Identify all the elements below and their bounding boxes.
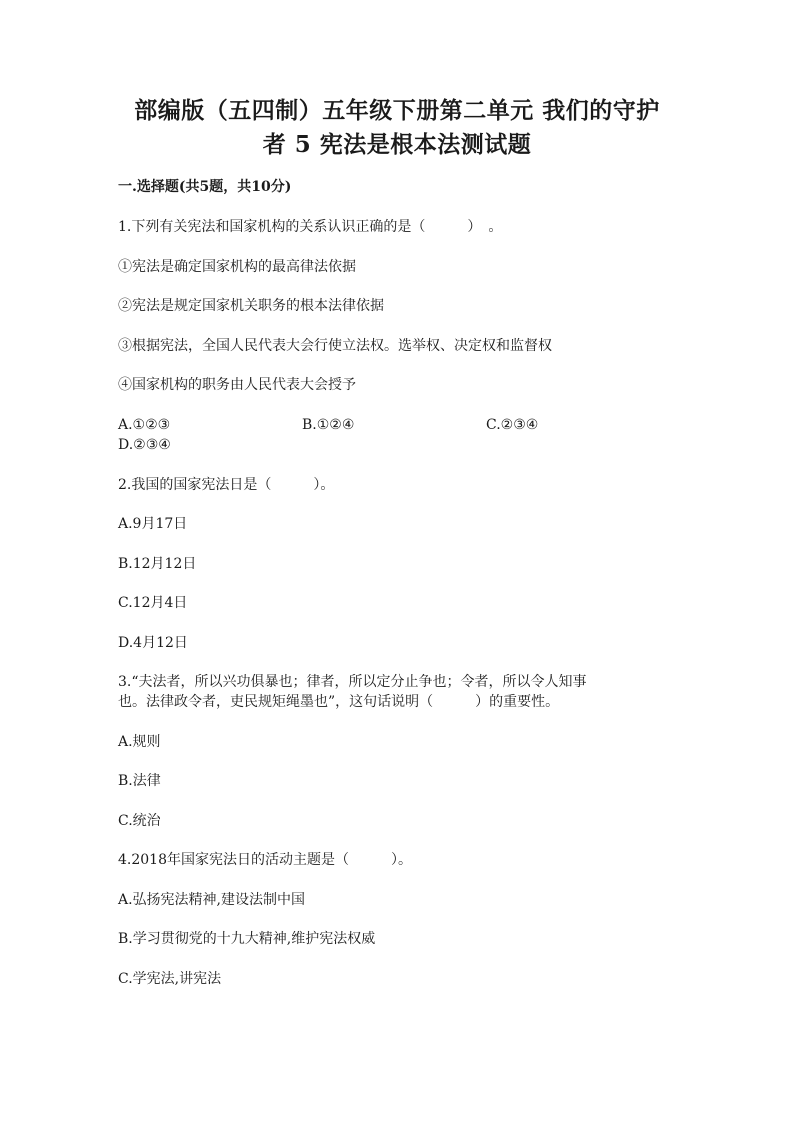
- document-title-line-2: 者 5 宪法是根本法测试题: [262, 131, 532, 158]
- question-2-option-b[interactable]: B.12月12日: [118, 556, 197, 572]
- question-1-option-b[interactable]: B.①②④: [302, 417, 355, 433]
- question-3-option-a[interactable]: A.规则: [118, 734, 161, 750]
- question-1-stem: 1.下列有关宪法和国家机构的关系认识正确的是（ ） 。: [118, 219, 503, 235]
- question-4-stem: 4.2018年国家宪法日的活动主题是（ ）。: [118, 852, 412, 868]
- question-4-option-c[interactable]: C.学宪法,讲宪法: [118, 971, 222, 987]
- question-1-statement-4: ④国家机构的职务由人民代表大会授予: [118, 377, 356, 393]
- question-3-stem-line-1: 3.“夫法者，所以兴功俱暴也；律者，所以定分止争也；令者，所以令人知事: [118, 674, 587, 690]
- question-2-option-a[interactable]: A.9月17日: [118, 516, 188, 532]
- document-title-line-1: 部编版（五四制）五年级下册第二单元 我们的守护: [134, 97, 660, 124]
- question-1-option-d[interactable]: D.②③④: [118, 437, 171, 453]
- question-4-option-b[interactable]: B.学习贯彻党的十九大精神,维护宪法权威: [118, 931, 376, 947]
- question-1-statement-1: ①宪法是确定国家机构的最高律法依据: [118, 259, 356, 275]
- question-2-option-d[interactable]: D.4月12日: [118, 635, 188, 651]
- question-1-statement-2: ②宪法是规定国家机关职务的根本法律依据: [118, 298, 384, 314]
- question-3-option-b[interactable]: B.法律: [118, 773, 161, 789]
- section-heading: 一.选择题(共5题，共10分): [118, 179, 292, 195]
- question-3-option-c[interactable]: C.统治: [118, 813, 161, 829]
- question-2-option-c[interactable]: C.12月4日: [118, 595, 188, 611]
- question-2-stem: 2.我国的国家宪法日是（ ）。: [118, 477, 335, 493]
- question-4-option-a[interactable]: A.弘扬宪法精神,建设法制中国: [118, 892, 306, 908]
- question-1-option-c[interactable]: C.②③④: [486, 417, 539, 433]
- question-1-statement-3: ③根据宪法，全国人民代表大会行使立法权。选举权、决定权和监督权: [118, 338, 552, 354]
- question-3-stem-line-2: 也。法律政令者，吏民规矩绳墨也”，这句话说明（ ）的重要性。: [118, 694, 560, 710]
- question-1-option-a[interactable]: A.①②③: [118, 417, 171, 433]
